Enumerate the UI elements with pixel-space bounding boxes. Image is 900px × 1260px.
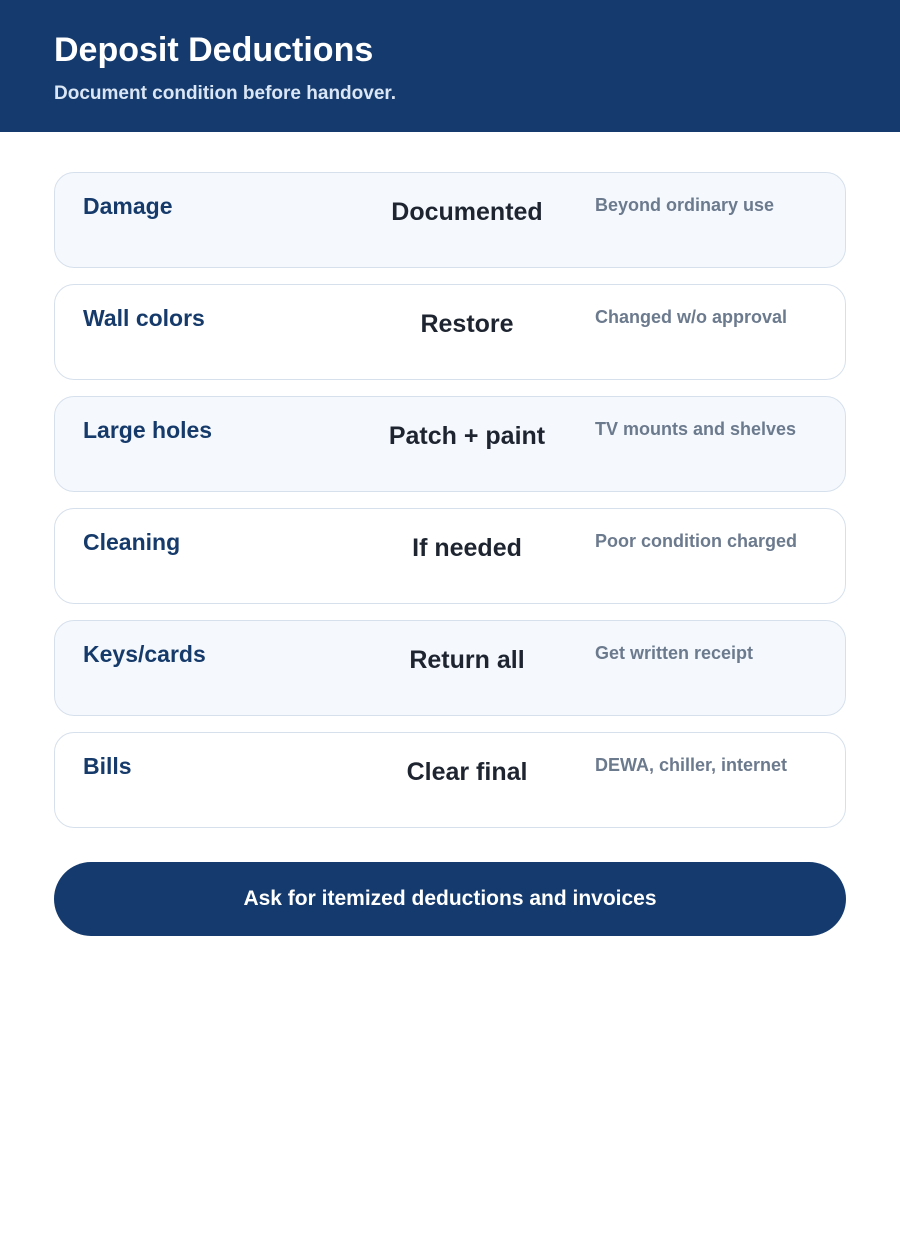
row-note: Beyond ordinary use: [595, 195, 775, 215]
deduction-row-large-holes: [54, 396, 846, 492]
row-value: Documented: [391, 198, 543, 226]
deduction-row-damage: [54, 172, 846, 268]
row-value: Clear final: [406, 758, 528, 786]
row-note: DEWA, chiller, internet: [595, 755, 788, 775]
row-value: If needed: [412, 534, 522, 562]
row-label: Damage: [83, 193, 173, 219]
deduction-row-cleaning: [54, 508, 846, 604]
row-label: Wall colors: [83, 305, 205, 331]
row-label: Cleaning: [83, 529, 181, 555]
deduction-row-keys-cards: [54, 620, 846, 716]
deduction-row-wall-colors: [54, 284, 846, 380]
row-note: Changed w/o approval: [595, 307, 788, 327]
row-label: Bills: [83, 753, 132, 779]
page-header: [0, 0, 900, 132]
row-value: Patch + paint: [388, 422, 546, 450]
deductions-list: [54, 172, 846, 844]
itemized-deductions-button[interactable]: Ask for itemized deductions and invoices: [54, 862, 846, 936]
row-value: Return all: [409, 646, 525, 674]
row-value: Restore: [420, 310, 514, 338]
row-label: Large holes: [83, 417, 213, 443]
deduction-row-bills: [54, 732, 846, 828]
row-note: TV mounts and shelves: [595, 419, 797, 439]
page-subtitle: Document condition before handover.: [54, 83, 397, 104]
row-note: Poor condition charged: [595, 531, 798, 551]
page-title: Deposit Deductions: [54, 31, 374, 69]
row-note: Get written receipt: [595, 643, 754, 663]
row-label: Keys/cards: [83, 641, 206, 667]
